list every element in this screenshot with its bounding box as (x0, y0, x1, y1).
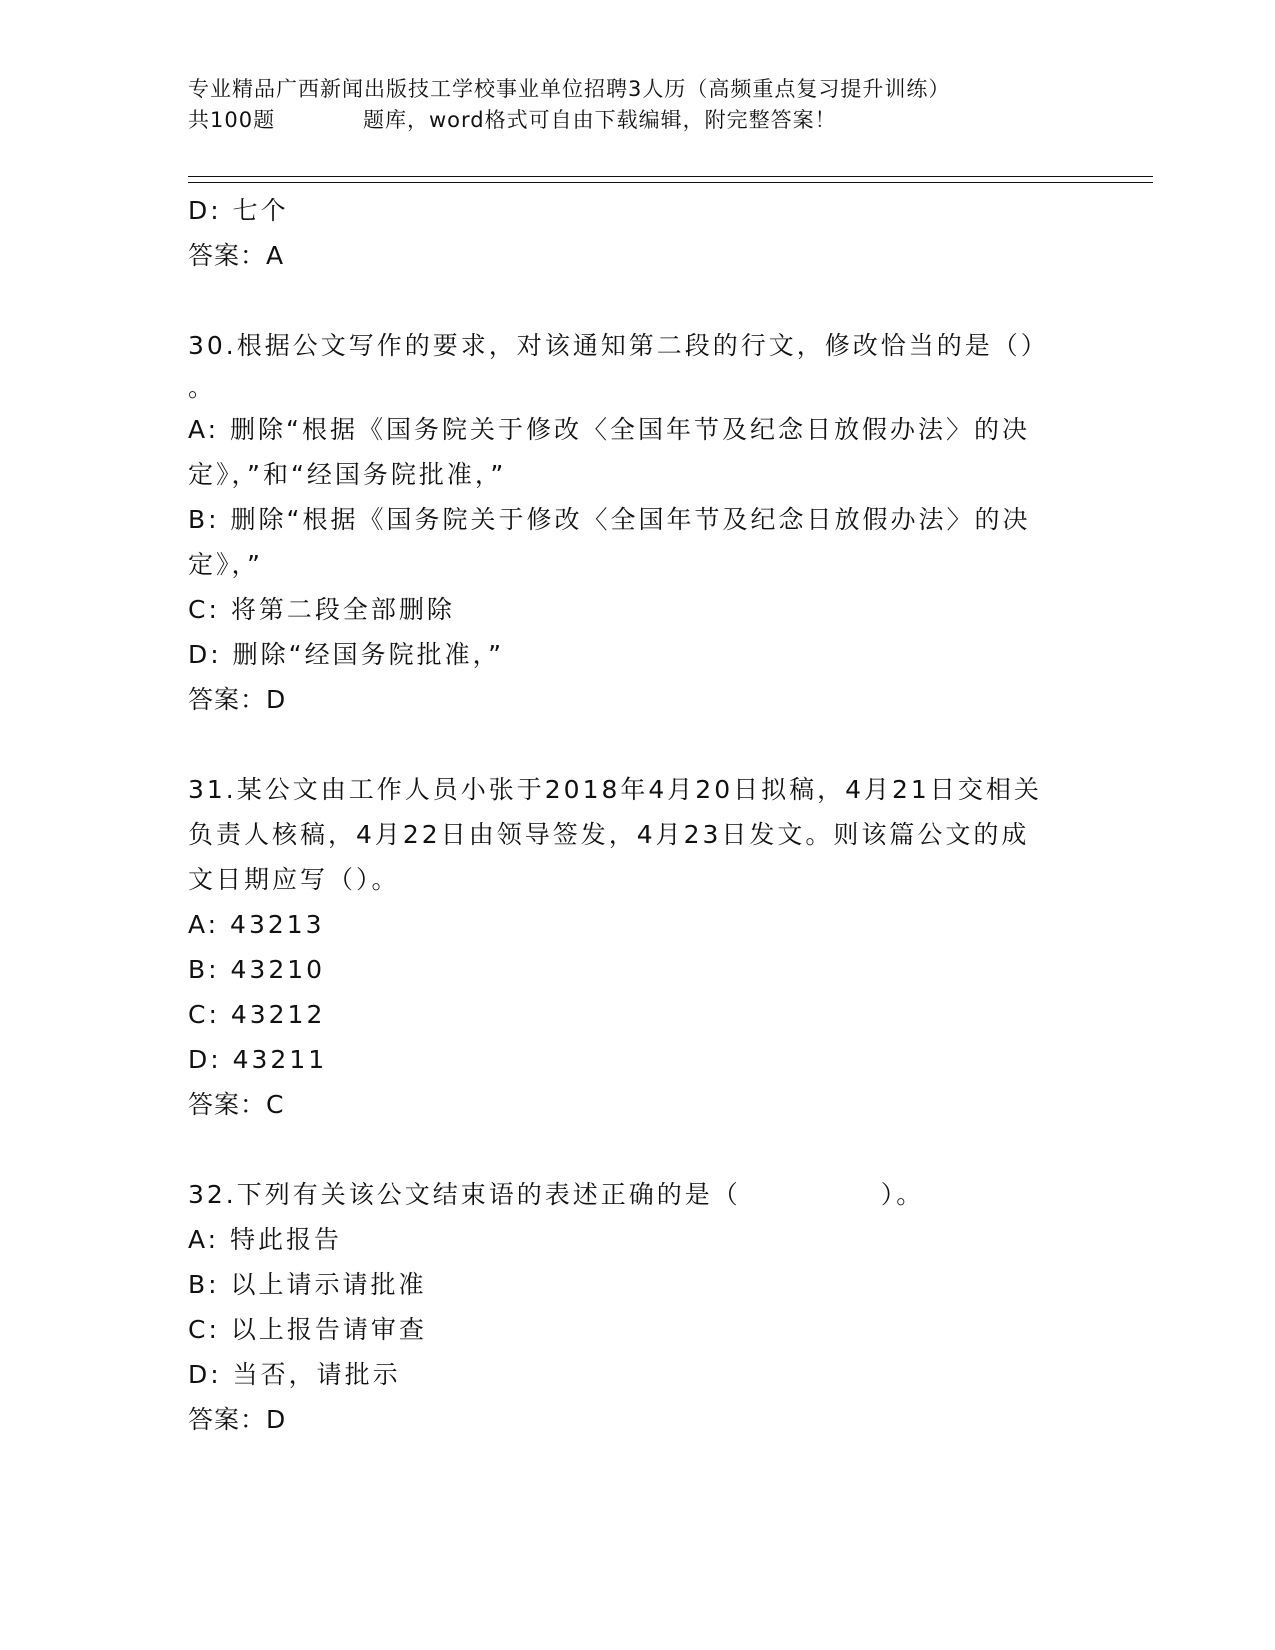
question-text-line: 31.某公文由工作人员小张于2018年4月20日拟稿，4月21日交相关 (188, 775, 1042, 804)
header-description: 题库，word格式可自由下载编辑，附完整答案！ (363, 108, 837, 132)
option-line: D: 当否，请批示 (188, 1360, 401, 1389)
question-text-line: 32.下列有关该公文结束语的表述正确的是（ ）。 (188, 1180, 925, 1209)
question-content (188, 188, 1088, 1443)
option-line: D: 43211 (188, 1045, 328, 1074)
question-text-line: 30.根据公文写作的要求，对该通知第二段的行文，修改恰当的是（） (188, 331, 1049, 360)
header-title: 专业精品广西新闻出版技工学校事业单位招聘3人历（高频重点复习提升训练） (188, 77, 951, 101)
spacer (188, 1128, 1088, 1172)
question-30 (188, 323, 1088, 723)
answer-line: 答案：C (188, 1090, 285, 1119)
header-subtitle (188, 105, 837, 136)
option-line: B: 以上请示请批准 (188, 1270, 427, 1299)
option-line: D: 删除“经国务院批准，” (188, 640, 505, 669)
question-text-line: 文日期应写（）。 (188, 865, 400, 894)
header-question-count: 共100题 (188, 108, 276, 132)
option-line: C: 43212 (188, 1000, 326, 1029)
question-32 (188, 1172, 1088, 1443)
option-line: C: 以上报告请审查 (188, 1315, 427, 1344)
spacer (188, 723, 1088, 767)
option-line: 定》，”和“经国务院批准，” (188, 460, 507, 489)
option-line: A: 特此报告 (188, 1225, 343, 1254)
prev-answer: 答案：A (188, 241, 285, 270)
header-divider-bottom (188, 182, 1153, 183)
page-header (188, 74, 1088, 132)
prev-option-d: D: 七个 (188, 196, 289, 225)
answer-line: 答案：D (188, 685, 287, 714)
header-divider-top (188, 176, 1153, 177)
option-line: A: 43213 (188, 910, 325, 939)
question-text-line: 负责人核稿，4月22日由领导签发，4月23日发文。则该篇公文的成 (188, 820, 1030, 849)
option-line: C: 将第二段全部删除 (188, 595, 455, 624)
option-line: A: 删除“根据《国务院关于修改〈全国年节及纪念日放假办法〉的决 (188, 415, 1030, 444)
option-line: 定》，” (188, 550, 263, 579)
option-line: B: 43210 (188, 955, 326, 984)
question-31 (188, 767, 1088, 1128)
answer-line: 答案：D (188, 1405, 287, 1434)
spacer (188, 279, 1088, 323)
question-text-line: 。 (188, 373, 217, 402)
option-line: B: 删除“根据《国务院关于修改〈全国年节及纪念日放假办法〉的决 (188, 505, 1031, 534)
